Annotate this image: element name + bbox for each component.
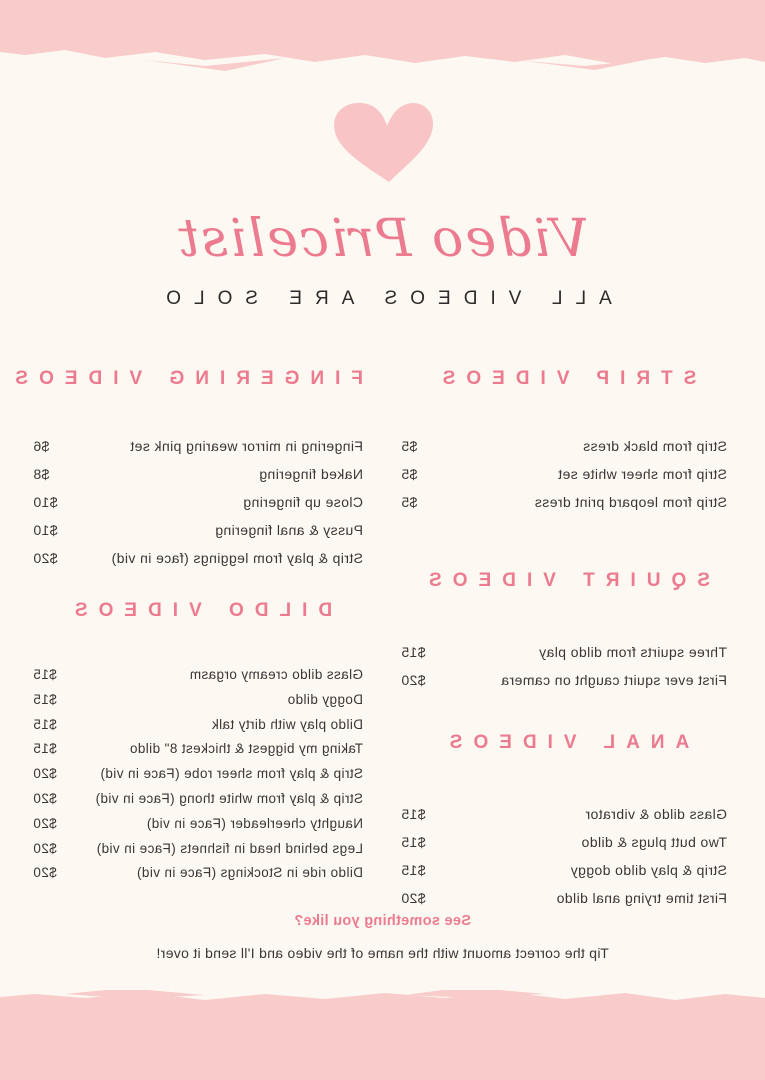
list-item: Strip & play from white thong (Face in vid) $20 (33, 790, 363, 806)
list-item: Close up fingering $10 (33, 494, 363, 510)
list-item: Naked fingering $8 (33, 466, 363, 482)
list-item: First ever squirt caught on camera $20 (401, 672, 727, 688)
list-item: Strip & play from leggings (face in vid) $20 (33, 550, 363, 566)
list-item: Glass dildo creamy orgasm $15 (33, 667, 363, 682)
cta-text: Tip the correct amount with the name of the video and I'll send it over! (156, 945, 609, 961)
section-title: DILDO VIDEOS (63, 600, 333, 621)
list-item: Strip from black dress $5 (401, 438, 727, 454)
section-title: SQUIRT VIDEOS (418, 570, 710, 591)
page-title: Video Pricelist (176, 209, 589, 269)
dildo-videos-section (33, 596, 363, 886)
list-item: Fingering in mirror wearing pink set $6 (33, 438, 363, 454)
list-item: Strip & play dildo doggy $15 (401, 862, 727, 878)
fingering-videos-section (4, 364, 363, 572)
list-item: Two butt plugs & dildo $15 (401, 834, 727, 850)
list-item: Taking my biggest & thickest 8" dildo $15 (33, 741, 363, 757)
list-item: Three squirts from dildo play $15 (401, 644, 727, 660)
list-item: Strip from sheer white set $5 (401, 466, 727, 482)
list-item: Doggy dildo $15 (33, 691, 363, 707)
section-title: STRIP VIDEOS (431, 368, 697, 389)
page-subtitle: ALL VIDEOS ARE SOLO (153, 288, 612, 309)
list-item: Naughty cheerleader (Face in vid) $20 (33, 815, 363, 831)
cta-title: See something you like? (294, 913, 471, 929)
section-title: FINGERING VIDEOS (4, 368, 363, 389)
strip-videos-section (401, 364, 727, 516)
list-item: Strip from leopard print dress $5 (401, 494, 727, 510)
list-item: Pussy & anal fingering $10 (33, 522, 363, 538)
list-item: Glass dildo & vibrator $15 (401, 806, 727, 822)
list-item: Legs behind head in fishnets (Face in vid) $20 (33, 840, 363, 856)
squirt-videos-section (401, 566, 727, 694)
anal-videos-section (401, 728, 727, 912)
list-item: Strip & play from sheer robe (Face in vid) $20 (33, 766, 363, 782)
list-item: Dildo play with dirty talk $15 (33, 716, 363, 732)
section-title: ANAL VIDEOS (438, 732, 690, 753)
list-item: First time trying anal dildo $20 (401, 890, 727, 906)
list-item: Dildo ride in Stockings (Face in vid) $20 (33, 865, 363, 881)
